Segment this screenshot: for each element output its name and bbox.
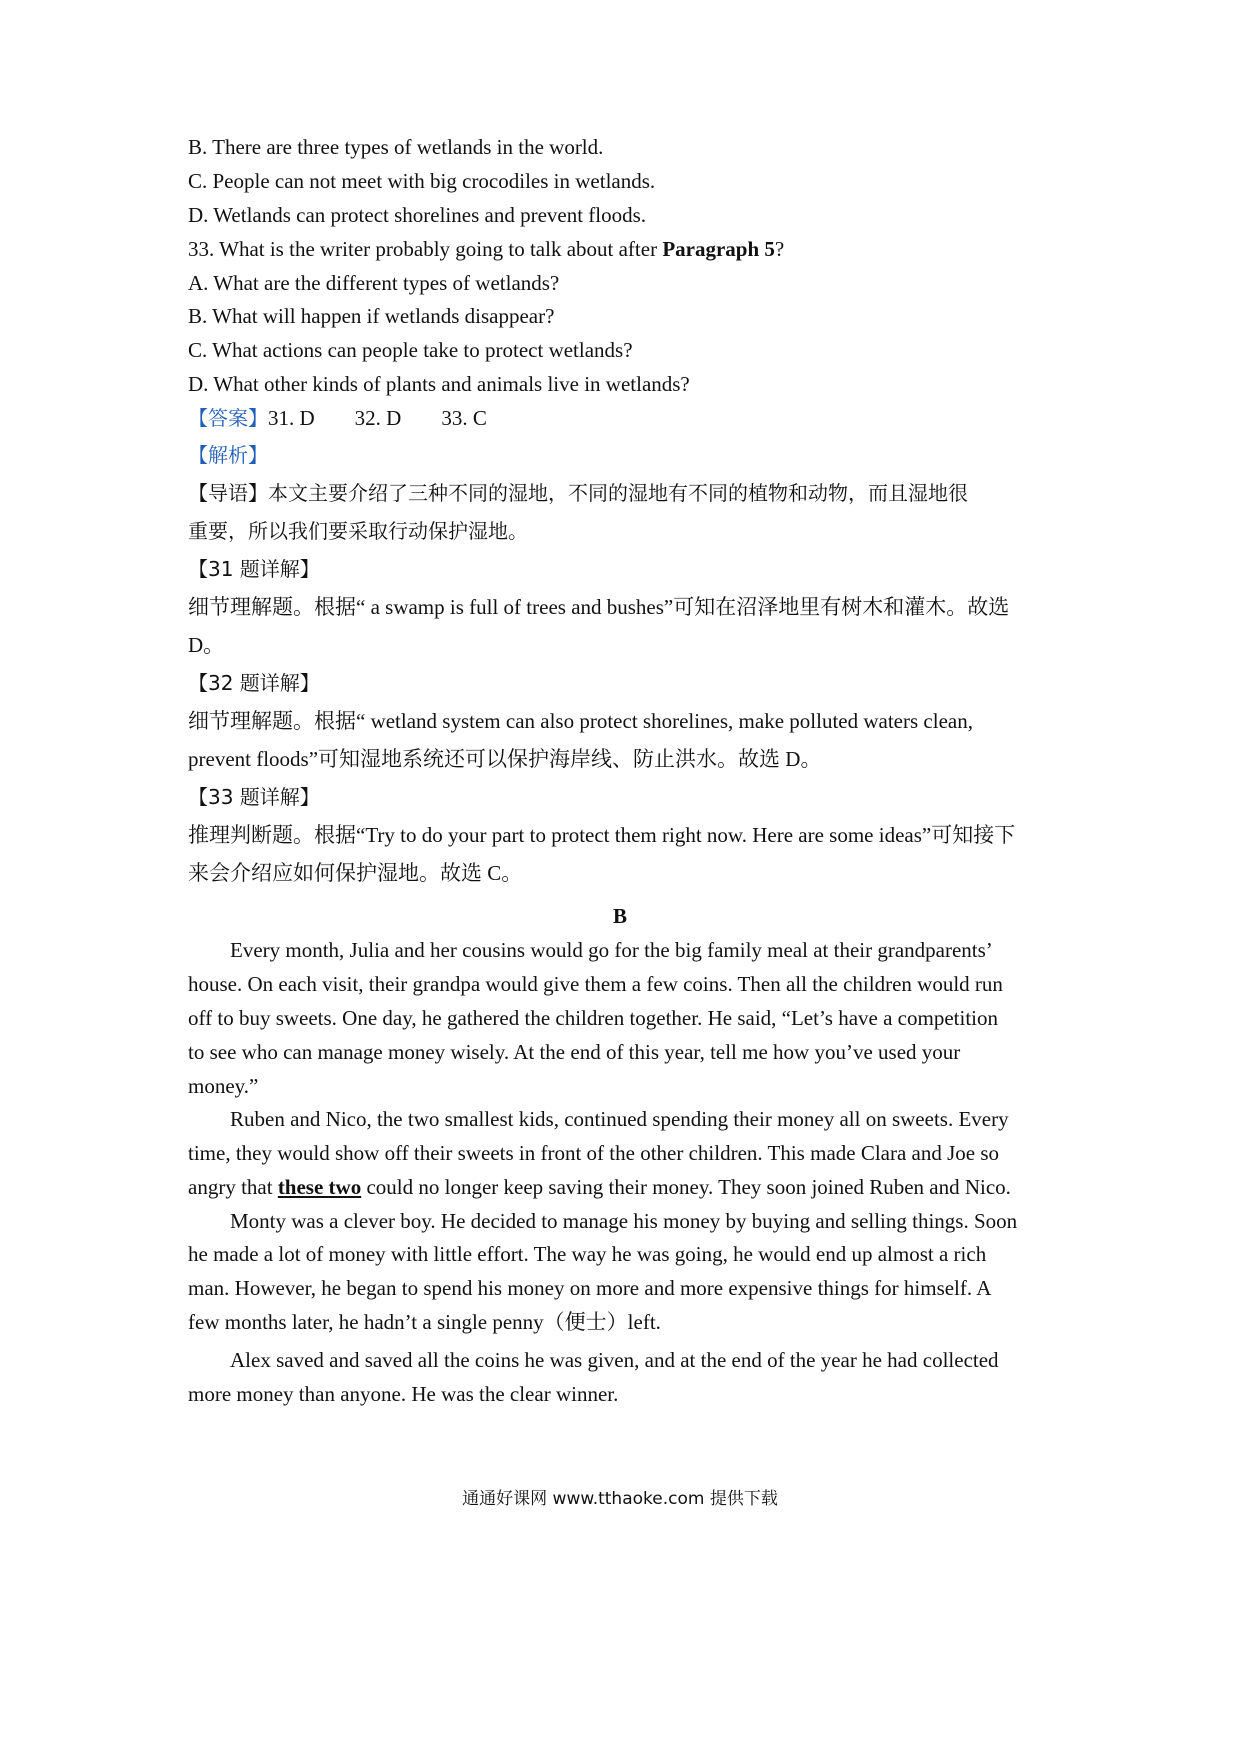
passage-p3-line-4: few months later, he hadn’t a single penny（便士）left. — [188, 1310, 661, 1334]
page-footer: 通通好课网 www.tthaoke.com 提供下载 — [462, 1489, 778, 1509]
passage-p1-line-3: off to buy sweets. One day, he gathered the children together. He said, “Let’s have a competition — [188, 1006, 998, 1030]
detail-33-line-2: 来会介绍应如何保护湿地。故选 C。 — [188, 861, 523, 885]
passage-p1-line-1: Every month, Julia and her cousins would go for the big family meal at their grandparents’ — [230, 938, 993, 962]
q32-option-d: D. Wetlands can protect shorelines and prevent floods. — [188, 203, 647, 227]
guide-line-1: 【导语】本文主要介绍了三种不同的湿地，不同的湿地有不同的植物和动物，而且湿地很 — [188, 481, 968, 505]
passage-p1-line-5: money.” — [188, 1074, 259, 1098]
detail-32-line-2: prevent floods”可知湿地系统还可以保护海岸线、防止洪水。故选 D。 — [188, 747, 822, 771]
q33-option-d: D. What other kinds of plants and animals live in wetlands? — [188, 372, 690, 396]
passage-p3-line-2: he made a lot of money with little effort. The way he was going, he would end up almost a rich — [188, 1242, 987, 1266]
q33-stem — [188, 239, 784, 260]
passage-p2-line-2: time, they would show off their sweets in front of the other children. This made Clara and Joe so — [188, 1141, 1000, 1165]
passage-p4-line-1: Alex saved and saved all the coins he was given, and at the end of the year he had collected — [230, 1348, 999, 1372]
answer-33: 33. C — [441, 406, 487, 430]
passage-p3-line-1: Monty was a clever boy. He decided to manage his money by buying and selling things. Soon — [230, 1209, 1018, 1233]
detail-31-line-2: D。 — [188, 633, 225, 657]
detail-31-title: 【31 题详解】 — [188, 557, 320, 581]
passage-p2-line-3 — [188, 1177, 1011, 1198]
q33-stem-bold: Paragraph 5 — [662, 237, 775, 261]
passage-p2-line-3-pre: angry that — [188, 1175, 278, 1199]
section-heading-b: B — [612, 904, 627, 928]
q33-option-b: B. What will happen if wetlands disappear? — [188, 304, 555, 328]
underlined-phrase: these two — [277, 1175, 362, 1199]
q33-stem-suffix: ? — [774, 237, 785, 261]
detail-31-line-1: 细节理解题。根据“ a swamp is full of trees and bushes”可知在沼泽地里有树木和灌木。故选 — [188, 595, 1010, 619]
answer-line — [188, 408, 487, 429]
q33-option-c: C. What actions can people take to protect wetlands? — [188, 338, 633, 362]
passage-p2-line-1: Ruben and Nico, the two smallest kids, continued spending their money all on sweets. Every — [230, 1107, 1009, 1131]
passage-p1-line-4: to see who can manage money wisely. At the end of this year, tell me how you’ve used your — [188, 1040, 961, 1064]
detail-32-title: 【32 题详解】 — [188, 671, 320, 695]
detail-33-line-1: 推理判断题。根据“Try to do your part to protect them right now. Here are some ideas”可知接下 — [188, 823, 1016, 847]
q33-option-a: A. What are the different types of wetlands? — [188, 271, 560, 295]
q33-stem-prefix: 33. What is the writer probably going to talk about after — [188, 237, 663, 261]
guide-line-2: 重要，所以我们要采取行动保护湿地。 — [188, 519, 528, 543]
passage-p2-line-3-post: could no longer keep saving their money. They soon joined Ruben and Nico. — [361, 1175, 1011, 1199]
passage-p1-line-2: house. On each visit, their grandpa would give them a few coins. Then all the children would run — [188, 972, 1003, 996]
detail-33-title: 【33 题详解】 — [188, 785, 320, 809]
q32-option-b: B. There are three types of wetlands in the world. — [188, 135, 604, 159]
q32-option-c: C. People can not meet with big crocodiles in wetlands. — [188, 169, 656, 193]
passage-p3-line-3: man. However, he began to spend his money on more and more expensive things for himself. A — [188, 1276, 992, 1300]
analysis-label: 【解析】 — [188, 443, 268, 467]
answer-31: 31. D — [268, 406, 315, 430]
passage-p4-line-2: more money than anyone. He was the clear winner. — [188, 1382, 619, 1406]
detail-32-line-1: 细节理解题。根据“ wetland system can also protect shorelines, make polluted waters clean, — [188, 709, 973, 733]
answer-label: 【答案】 — [188, 406, 268, 430]
answer-32: 32. D — [354, 406, 402, 430]
